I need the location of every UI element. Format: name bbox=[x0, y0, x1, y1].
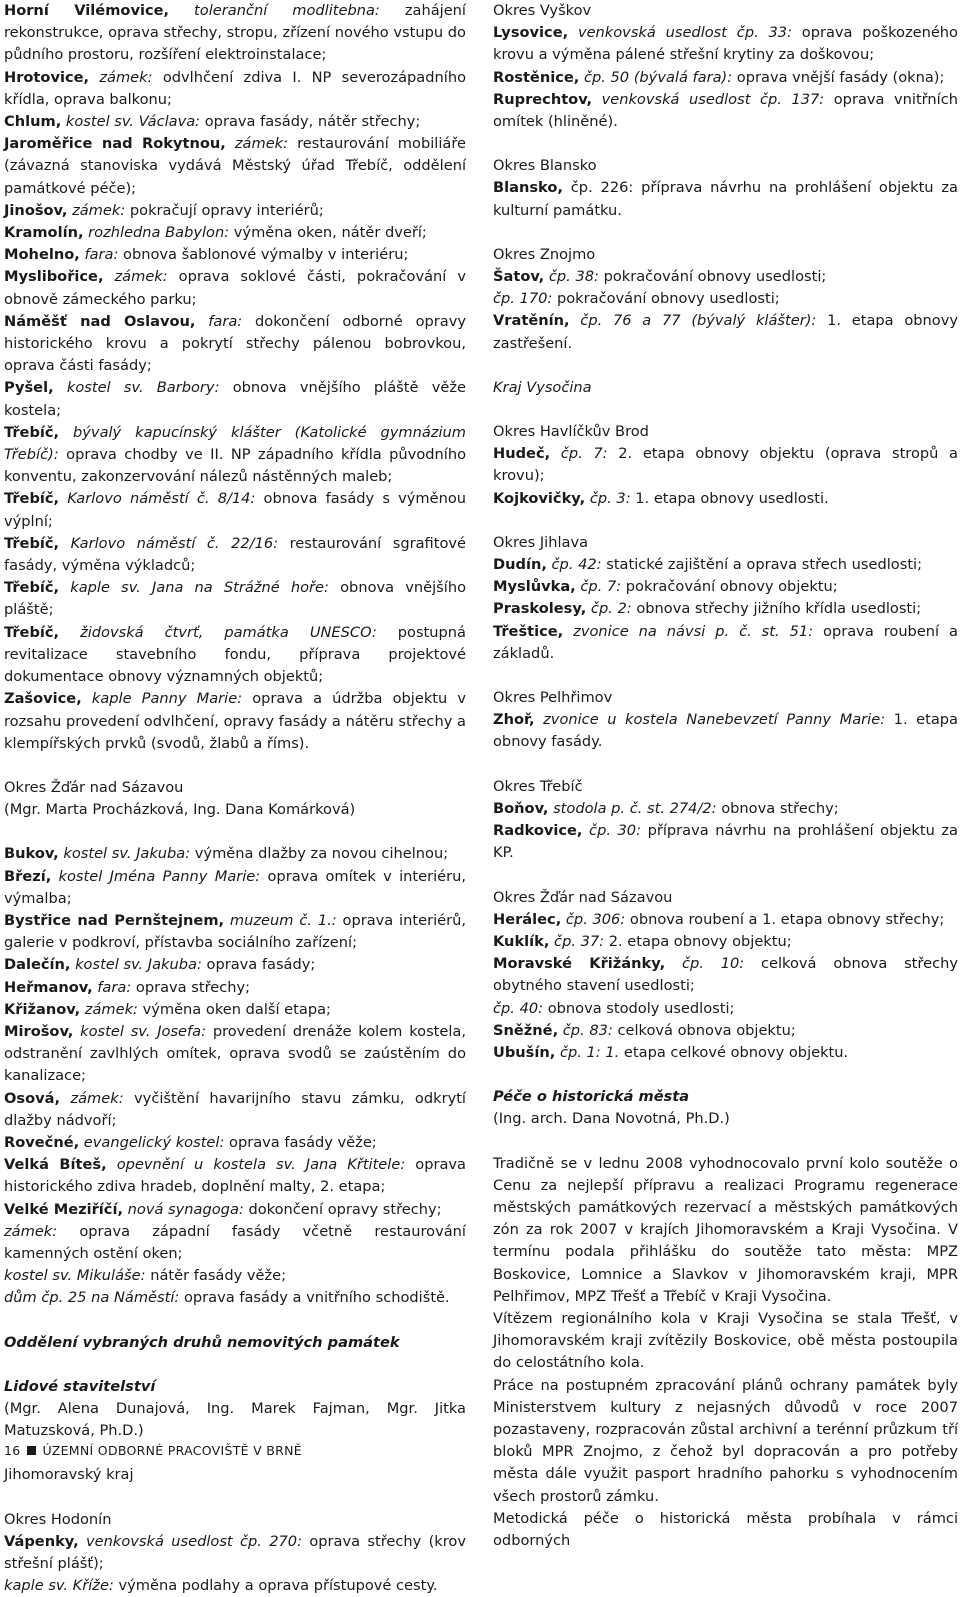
text-run: Metodická péče o historická města probíhala v rámci odborných bbox=[493, 1509, 958, 1549]
text-paragraph bbox=[493, 177, 958, 221]
text-run: čp. 7: bbox=[550, 445, 608, 463]
text-paragraph bbox=[4, 222, 466, 244]
text-run: kostel sv. Mikuláše: bbox=[4, 1267, 146, 1285]
text-run: výměna dlažby za novou cihelnou; bbox=[190, 845, 449, 863]
paragraph-spacer bbox=[493, 222, 958, 244]
text-run: oprava střechy; bbox=[131, 978, 251, 996]
text-run: zahájení rekonstrukce, oprava střechy, stropu, zřízení nového vstupu do půdního prostoru, rozšíření elektroinstalace; bbox=[4, 2, 466, 64]
paragraph-spacer bbox=[4, 1354, 466, 1376]
paragraph-spacer bbox=[4, 1310, 466, 1332]
text-run: zvonice na návsi p. č. st. 51: bbox=[563, 622, 814, 640]
text-paragraph bbox=[4, 910, 466, 954]
text-paragraph bbox=[493, 67, 958, 89]
text-run: obnova šablonové výmalby v interiéru; bbox=[118, 246, 409, 264]
text-paragraph bbox=[493, 1042, 958, 1064]
text-paragraph bbox=[4, 843, 466, 865]
text-paragraph bbox=[493, 621, 958, 665]
text-run: Třebíč, bbox=[4, 490, 60, 508]
text-paragraph bbox=[4, 1221, 466, 1265]
text-paragraph bbox=[4, 1332, 466, 1354]
text-run: postupná revitalizace stavebního fondu, příprava projektové dokumentace obnovy významných objektů; bbox=[4, 623, 466, 686]
text-paragraph bbox=[493, 931, 958, 953]
text-run: Chlum, bbox=[4, 113, 62, 131]
text-run: oprava fasády věže; bbox=[224, 1133, 377, 1151]
text-paragraph bbox=[4, 200, 466, 222]
text-paragraph bbox=[493, 532, 958, 554]
text-run: čp. 306: bbox=[561, 910, 626, 928]
text-paragraph bbox=[493, 776, 958, 798]
text-paragraph bbox=[4, 1088, 466, 1132]
text-run: 2. etapa obnovy objektu (oprava stropů a krovu); bbox=[493, 445, 959, 485]
text-paragraph bbox=[4, 622, 466, 689]
text-run: Vratěnín, bbox=[493, 312, 570, 330]
text-run: (Mgr. Alena Dunajová, Ing. Marek Fajman, Mgr. Jitka Matuzsková, Ph.D.) bbox=[4, 1399, 466, 1440]
text-paragraph bbox=[4, 133, 466, 200]
text-paragraph bbox=[493, 89, 958, 133]
text-run: nátěr fasády věže; bbox=[145, 1267, 287, 1285]
text-run: čp. 40: bbox=[493, 999, 544, 1017]
text-run: čp. 38: bbox=[544, 268, 599, 286]
paragraph-spacer bbox=[4, 1487, 466, 1509]
text-run: Bystřice nad Pernštejnem, bbox=[4, 911, 225, 929]
text-run: etapa celkové obnovy objektu. bbox=[619, 1043, 849, 1061]
text-run: vyčištění havarijního stavu zámku, odkrytí dlažby nádvoří; bbox=[4, 1089, 466, 1129]
text-run: Rovečné, bbox=[4, 1133, 80, 1151]
text-run: Dalečín, bbox=[4, 956, 71, 974]
text-paragraph bbox=[4, 1398, 466, 1442]
text-run: dokončení opravy střechy; bbox=[243, 1200, 442, 1218]
text-paragraph bbox=[493, 554, 958, 576]
text-run: 1. etapa obnovy usedlosti. bbox=[630, 489, 829, 507]
text-run: (Ing. arch. Dana Novotná, Ph.D.) bbox=[493, 1110, 730, 1128]
text-run: Vápenky, bbox=[4, 1532, 79, 1550]
text-run: Okres Žďár nad Sázavou bbox=[493, 888, 673, 906]
text-run: zámek: bbox=[60, 1089, 124, 1107]
text-run: Práce na postupném zpracování plánů ochrany památek byly Ministerstvem kultury z nejasných důvodů v roce 2007 pozastaveny, rozpracován zůstal archivní a terénní průzkum tří bloků MPR Znojmo, z čehož byl dopracován a pro potřeby města dále využit pasport hradního pahorku s vyhodnocením všech prostorů zámku. bbox=[493, 1376, 958, 1505]
text-paragraph bbox=[4, 1531, 466, 1575]
text-run: Myslibořice, bbox=[4, 268, 104, 286]
text-paragraph bbox=[4, 111, 466, 133]
text-run: venkovská usedlost čp. 270: bbox=[78, 1532, 303, 1550]
text-run: evangelický kostel: bbox=[79, 1133, 225, 1151]
text-run: oprava a údržba objektu v rozsahu provedení odvlhčení, opravy fasády a nátěru střechy a klempířských prvků (svodů, žlabů a říms). bbox=[4, 690, 466, 752]
text-run: Péče o historická města bbox=[493, 1088, 690, 1106]
paragraph-spacer bbox=[493, 1064, 958, 1086]
text-run: fara: bbox=[79, 246, 119, 264]
text-run: oprava roubení a základů. bbox=[493, 622, 958, 662]
text-run: toleranční modlitebna: bbox=[169, 2, 380, 19]
text-paragraph bbox=[493, 1086, 958, 1108]
text-run: pokračují opravy interiérů; bbox=[125, 201, 324, 219]
text-run: Bukov, bbox=[4, 845, 59, 863]
text-run: 1. etapa obnovy zastřešení. bbox=[493, 312, 958, 352]
text-run: Březí, bbox=[4, 867, 52, 885]
text-run: Moravské Křižánky, bbox=[493, 955, 666, 973]
text-run: Kojkovičky, bbox=[493, 489, 586, 507]
text-run: Okres Žďár nad Sázavou bbox=[4, 778, 184, 796]
text-run: Blansko, bbox=[493, 179, 563, 197]
text-paragraph bbox=[4, 311, 466, 378]
text-run: Kraj Vysočina bbox=[493, 378, 592, 396]
text-run: kostel sv. Barbory: bbox=[53, 379, 220, 397]
text-run: Okres Třebíč bbox=[493, 777, 583, 795]
text-paragraph bbox=[4, 866, 466, 910]
text-run: oprava chodby ve II. NP západního křídla původního konventu, zakonzervování nálezů nástěnných maleb; bbox=[4, 446, 466, 486]
text-run: Radkovice, bbox=[493, 822, 583, 840]
text-run: Osová, bbox=[4, 1089, 61, 1107]
text-run: čp. 1: 1. bbox=[555, 1043, 620, 1061]
text-run: výměna podlahy a opravа přístupové cesty. bbox=[113, 1577, 438, 1595]
text-run: venkovská usedlost čp. 137: bbox=[592, 90, 825, 108]
text-paragraph bbox=[493, 1020, 958, 1042]
text-paragraph bbox=[493, 1375, 958, 1508]
text-paragraph bbox=[493, 820, 958, 864]
text-run: kaple sv. Kříže: bbox=[4, 1577, 114, 1595]
text-run: oprava fasády; bbox=[201, 956, 316, 974]
text-run: čp. 42: bbox=[546, 556, 602, 574]
text-paragraph bbox=[4, 954, 466, 976]
text-paragraph bbox=[493, 887, 958, 909]
text-run: fara: bbox=[92, 978, 132, 996]
text-run: Třebíč, bbox=[4, 579, 60, 597]
square-bullet-icon bbox=[27, 1446, 36, 1455]
text-run: Lysovice, bbox=[493, 24, 569, 42]
text-run: Okres Pelhřimov bbox=[493, 689, 613, 707]
text-run: Hudeč, bbox=[493, 445, 551, 463]
text-run: pokračování obnovy usedlosti; bbox=[552, 290, 780, 308]
text-run: Třebíč, bbox=[4, 534, 60, 552]
text-run: kostel sv. Josefa: bbox=[73, 1022, 207, 1040]
text-run: obnova střechy; bbox=[716, 799, 839, 817]
text-paragraph bbox=[4, 1376, 466, 1398]
text-run: příprava návrhu na prohlášení objektu za KP. bbox=[493, 822, 958, 862]
paragraph-spacer bbox=[493, 1131, 958, 1153]
text-run: Tradičně se v lednu 2008 vyhodnocovalo první kolo soutěže o Cenu za nejlepší přípravu a realizaci Programu regenerace městských památkových rezervací a městských památkových zón za rok 2007 v krajích Jihomoravském a Kraji Vysočina. V termínu podala přihlášku do soutěže tato města: MPZ Boskovice, Lomnice a Slavkov v Jihomoravském kraji, MPR Pelhřimov, MPZ Třešť a Třebíč v Kraji Vysočina. bbox=[493, 1154, 958, 1305]
text-run: Okres Vyškov bbox=[493, 2, 592, 19]
text-run: dokončení odborné opravy historického krovu a pokrytí střechy pálenou bobrovkou, oprava části fasády; bbox=[4, 312, 466, 375]
text-run: statické zajištění a oprava střech usedlosti; bbox=[601, 556, 923, 574]
paragraph-spacer bbox=[493, 133, 958, 155]
text-paragraph bbox=[493, 266, 958, 288]
text-paragraph bbox=[493, 1308, 958, 1375]
text-paragraph bbox=[493, 1108, 958, 1130]
text-paragraph bbox=[493, 310, 958, 354]
text-run: Karlovo náměstí č. 22/16: bbox=[59, 534, 279, 552]
text-run: zámek: bbox=[80, 1000, 138, 1018]
text-run: zámek: bbox=[103, 268, 168, 286]
paragraph-spacer bbox=[493, 665, 958, 687]
text-paragraph bbox=[493, 421, 958, 443]
text-paragraph bbox=[4, 1132, 466, 1154]
text-run: Oddělení vybraných druhů nemovitých památek bbox=[4, 1333, 400, 1351]
paragraph-spacer bbox=[493, 754, 958, 776]
text-run: fara: bbox=[195, 312, 243, 330]
text-run: Šatov, bbox=[493, 268, 545, 286]
text-run: Kramolín, bbox=[4, 224, 84, 242]
text-run: oprava fasády a vnitřního schodiště. bbox=[179, 1289, 450, 1307]
text-run: venkovská usedlost čp. 33: bbox=[568, 24, 792, 42]
text-paragraph bbox=[4, 1509, 466, 1531]
text-run: 2. etapa obnovy objektu; bbox=[604, 932, 792, 950]
text-run: Třebíč, bbox=[4, 623, 60, 641]
text-run: provedení drenáže kolem kostela, odstranění zavlhlých omítek, oprava svodů se zaústěním do kanalizace; bbox=[4, 1022, 467, 1085]
text-paragraph bbox=[493, 998, 958, 1020]
text-run: kostel sv. Jakuba: bbox=[70, 956, 202, 974]
text-run: oprava omítek v interiéru, výmalba; bbox=[4, 867, 466, 907]
text-run: oprava interiérů, galerie v podkroví, přístavba sociálního zařízení; bbox=[4, 911, 466, 952]
text-run: bývalý kapucínský klášter (Katolické gymnázium Třebíč): bbox=[4, 423, 466, 464]
text-run: oprava soklové části, pokračování v obnově zámeckého parku; bbox=[4, 268, 466, 308]
text-run: oprava západní fasády včetně restaurování kamenných ostění oken; bbox=[4, 1222, 466, 1262]
text-run: Praskolesy, bbox=[493, 600, 587, 618]
text-run: čp. 2: bbox=[586, 600, 632, 618]
text-paragraph bbox=[493, 953, 958, 997]
text-run: Okres Havlíčkův Brod bbox=[493, 423, 649, 441]
text-run: Třeštice, bbox=[493, 622, 564, 640]
text-run: oprava vnitřních omítek (hliněné). bbox=[493, 90, 958, 131]
text-run: oprava historického zdiva hradeb, doplnění malty, 2. etapa; bbox=[4, 1156, 466, 1196]
publisher-name: ÚZEMNÍ ODBORNÉ PRACOVIŠTĚ V BRNĚ bbox=[42, 1443, 302, 1458]
text-run: Sněžné, bbox=[493, 1021, 559, 1039]
text-run: Horní Vilémovice, bbox=[4, 2, 170, 19]
text-paragraph bbox=[4, 1287, 466, 1309]
text-run: stodola p. č. st. 274/2: bbox=[548, 799, 717, 817]
text-run: zámek: bbox=[225, 135, 289, 153]
text-run: Zašovice, bbox=[4, 690, 82, 708]
text-paragraph bbox=[4, 977, 466, 999]
paragraph-spacer bbox=[4, 755, 466, 777]
text-run: čp. 10: bbox=[665, 955, 745, 973]
paragraph-spacer bbox=[493, 865, 958, 887]
text-run: Lidové stavitelství bbox=[4, 1377, 156, 1395]
right-column bbox=[493, 0, 958, 1552]
text-run: výměna oken další etapa; bbox=[137, 1000, 331, 1018]
text-paragraph bbox=[4, 1199, 466, 1221]
text-run: Dudín, bbox=[493, 556, 547, 574]
text-run: Velké Meziříčí, bbox=[4, 1200, 124, 1218]
text-run: čp. 3: bbox=[585, 489, 631, 507]
text-run: zvonice u kostela Nanebevzetí Panny Marie: bbox=[534, 711, 886, 729]
text-paragraph bbox=[4, 799, 466, 821]
text-run: kostel sv. Jakuba: bbox=[58, 845, 191, 863]
text-run: Karlovo náměstí č. 8/14: bbox=[59, 490, 256, 508]
text-run: (Mgr. Marta Procházková, Ing. Dana Komárková) bbox=[4, 801, 356, 819]
text-run: čp. 76 a 77 (bývalý klášter): bbox=[569, 312, 817, 330]
text-run: Křižanov, bbox=[4, 1000, 81, 1018]
text-run: oprava střechy (krov střešní plášť); bbox=[4, 1532, 466, 1572]
text-run: čp. 37: bbox=[549, 932, 605, 950]
text-run: Myslůvka, bbox=[493, 578, 576, 596]
text-paragraph bbox=[493, 909, 958, 931]
text-run: Okres Znojmo bbox=[493, 245, 596, 263]
text-run: obnova vnějšího pláště věže kostela; bbox=[4, 379, 466, 419]
text-paragraph bbox=[4, 1021, 466, 1088]
text-paragraph bbox=[4, 377, 466, 421]
text-run: Pyšel, bbox=[4, 379, 54, 397]
text-run: Mohelno, bbox=[4, 246, 80, 264]
text-run: Třebíč, bbox=[4, 423, 60, 441]
text-run: Ubušín, bbox=[493, 1043, 556, 1061]
text-paragraph bbox=[4, 777, 466, 799]
text-paragraph bbox=[4, 577, 466, 621]
text-run: čp. 83: bbox=[558, 1021, 613, 1039]
text-run: výměna oken, nátěr dveří; bbox=[229, 224, 427, 242]
text-paragraph bbox=[493, 1508, 958, 1552]
text-paragraph bbox=[4, 1154, 466, 1198]
text-paragraph bbox=[493, 288, 958, 310]
text-run: Heřmanov, bbox=[4, 978, 93, 996]
text-paragraph bbox=[493, 244, 958, 266]
text-paragraph bbox=[4, 0, 466, 67]
text-paragraph bbox=[493, 1153, 958, 1308]
text-paragraph bbox=[4, 488, 466, 532]
text-run: Kuklík, bbox=[493, 932, 550, 950]
text-run: Ruprechtov, bbox=[493, 90, 593, 108]
text-run: čp. 226: příprava návrhu na prohlášení objektu za kulturní památku. bbox=[493, 179, 958, 219]
text-run: pokračování obnovy objektu; bbox=[621, 578, 838, 596]
text-paragraph bbox=[493, 798, 958, 820]
text-paragraph bbox=[4, 67, 466, 111]
text-paragraph bbox=[4, 1265, 466, 1287]
text-run: obnova fasády s výměnou výplní; bbox=[4, 490, 466, 530]
text-run: rozhledna Babylon: bbox=[83, 224, 230, 242]
text-run: zámek: bbox=[89, 68, 153, 86]
text-run: restaurování sgrafitové fasády, výměna výkladců; bbox=[4, 534, 467, 575]
text-paragraph bbox=[493, 576, 958, 598]
text-run: odvlhčení zdiva I. NP severozápadního křídla, oprava balkonu; bbox=[4, 68, 466, 108]
text-run: restaurování mobiliáře (závazná stanoviska vydává Městský úřad Třebíč, oddělení památkové péče); bbox=[4, 135, 466, 197]
text-run: čp. 50 (bývalá fara): bbox=[579, 68, 733, 86]
text-run: obnova střechy jižního křídla usedlosti; bbox=[631, 600, 922, 618]
text-run: kaple Panny Marie: bbox=[81, 690, 243, 708]
left-column bbox=[4, 0, 466, 1597]
text-run: Okres Hodonín bbox=[4, 1510, 112, 1528]
text-run: zámek: bbox=[4, 1222, 58, 1240]
text-run: dům čp. 25 na Náměstí: bbox=[4, 1289, 180, 1307]
paragraph-spacer bbox=[493, 399, 958, 421]
text-run: Náměšť nad Oslavou, bbox=[4, 312, 196, 330]
text-run: 1. etapa obnovy fasády. bbox=[493, 711, 958, 751]
text-run: obnova roubení a 1. etapa obnovy střechy; bbox=[625, 910, 945, 928]
text-paragraph bbox=[4, 999, 466, 1021]
text-run: celková obnova střechy obytného stavení usedlosti; bbox=[493, 955, 958, 995]
text-paragraph bbox=[4, 688, 466, 755]
text-paragraph bbox=[493, 709, 958, 753]
text-run: oprava poškozeného krovu a výměna pálené střešní krytiny za doškovou; bbox=[493, 24, 958, 64]
text-run: nová synagoga: bbox=[123, 1200, 244, 1218]
text-run: pokračování obnovy usedlosti; bbox=[598, 268, 827, 286]
text-paragraph bbox=[493, 155, 958, 177]
text-paragraph bbox=[4, 1464, 466, 1486]
text-run: kostel Jména Panny Marie: bbox=[51, 867, 261, 885]
text-run: Okres Jihlava bbox=[493, 533, 589, 551]
text-run: čp. 170: bbox=[493, 290, 553, 308]
text-run: kaple sv. Jana na Strážné hoře: bbox=[59, 579, 329, 597]
text-run: Okres Blansko bbox=[493, 157, 597, 175]
text-run: Boňov, bbox=[493, 799, 549, 817]
text-run: celková obnova objektu; bbox=[612, 1021, 796, 1039]
paragraph-spacer bbox=[493, 355, 958, 377]
text-run: židovská čtvrť, památka UNESCO: bbox=[59, 623, 377, 641]
text-run: Rostěnice, bbox=[493, 68, 580, 86]
text-run: Herálec, bbox=[493, 910, 562, 928]
text-paragraph bbox=[493, 488, 958, 510]
text-run: Jihomoravský kraj bbox=[4, 1466, 134, 1484]
text-run: Mirošov, bbox=[4, 1022, 74, 1040]
text-run: opevnění u kostela sv. Jana Křtitele: bbox=[106, 1156, 406, 1174]
paragraph-spacer bbox=[493, 510, 958, 532]
text-paragraph bbox=[4, 422, 466, 489]
text-run: Jinošov, bbox=[4, 201, 68, 219]
text-run: čp. 30: bbox=[582, 822, 642, 840]
text-paragraph bbox=[493, 687, 958, 709]
text-paragraph bbox=[4, 266, 466, 310]
text-paragraph bbox=[493, 377, 958, 399]
text-run: zámek: bbox=[67, 201, 126, 219]
text-run: kostel sv. Václava: bbox=[61, 113, 201, 131]
text-run: Velká Bíteš, bbox=[4, 1156, 107, 1174]
text-paragraph bbox=[4, 1575, 466, 1597]
text-run: muzeum č. 1.: bbox=[224, 911, 337, 929]
page-footer bbox=[4, 1443, 302, 1458]
text-run: oprava fasády, nátěr střechy; bbox=[200, 113, 421, 131]
text-run: Zhoř, bbox=[493, 711, 535, 729]
text-paragraph bbox=[493, 0, 958, 22]
text-run: Jaroměřice nad Rokytnou, bbox=[4, 135, 226, 153]
text-run: Hrotovice, bbox=[4, 68, 90, 86]
text-paragraph bbox=[4, 533, 466, 577]
text-run: čp. 7: bbox=[575, 578, 622, 596]
text-paragraph bbox=[4, 244, 466, 266]
text-run: obnova stodoly usedlosti; bbox=[543, 999, 735, 1017]
text-run: Vítězem regionálního kola v Kraji Vysočina se stala Třešť, v Jihomoravském kraji zvítězily Boskovice, obě města postoupila do celostátního kola. bbox=[493, 1309, 958, 1372]
text-paragraph bbox=[493, 598, 958, 620]
text-paragraph bbox=[493, 443, 958, 487]
text-run: obnova vnějšího pláště; bbox=[4, 579, 466, 619]
text-run: oprava vnější fasády (okna); bbox=[732, 68, 945, 86]
page-number: 16 bbox=[4, 1443, 21, 1458]
text-paragraph bbox=[493, 22, 958, 66]
paragraph-spacer bbox=[4, 821, 466, 843]
